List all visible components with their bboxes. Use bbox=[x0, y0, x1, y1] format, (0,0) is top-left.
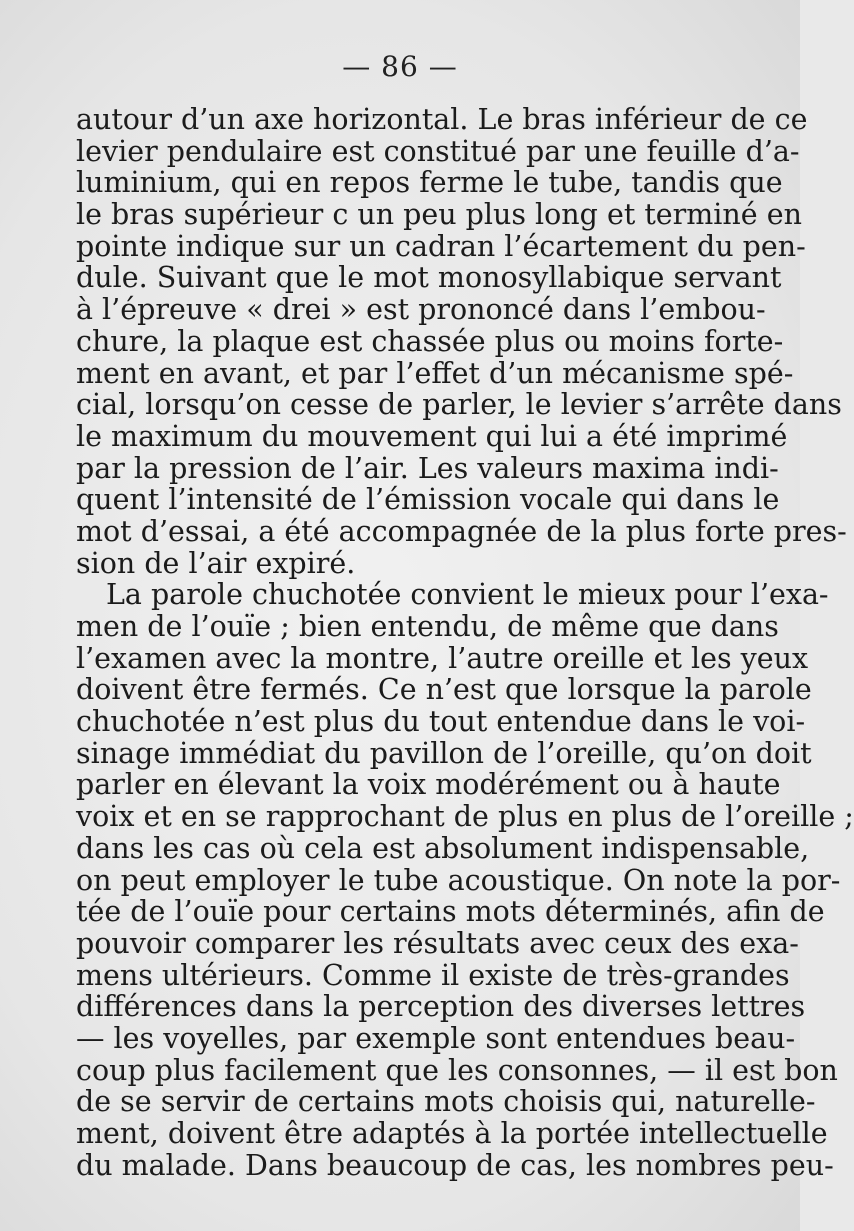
page-number: — 86 — bbox=[342, 50, 458, 83]
text-line: différences dans la perception des diverses lettres bbox=[76, 990, 806, 1024]
text-line: doivent être fermés. Ce n’est que lorsque la parole bbox=[76, 673, 812, 707]
text-line: le bras supérieur c un peu plus long et terminé en bbox=[76, 198, 802, 232]
text-line: on peut employer le tube acoustique. On note la por- bbox=[76, 863, 841, 897]
text-line: parler en élevant la voix modérément ou à haute bbox=[76, 768, 781, 802]
text-line: men de l’ouïe ; bien entendu, de même que dans bbox=[76, 610, 779, 643]
text-line: de se servir de certains mots choisis qui, naturelle- bbox=[76, 1085, 816, 1119]
text-line-paragraph-start: La parole chuchotée convient le mieux pour l’exa- bbox=[106, 578, 829, 612]
text-line: coup plus facilement que les consonnes, — il est bon bbox=[76, 1053, 838, 1087]
text-line: tée de l’ouïe pour certains mots déterminés, afin de bbox=[76, 895, 825, 929]
text-line: à l’épreuve « drei » est prononcé dans l’embou- bbox=[76, 293, 766, 327]
text-line-paragraph-end: sion de l’air expiré. bbox=[76, 546, 356, 580]
text-line: mot d’essai, a été accompagnée de la plus forte pres- bbox=[76, 514, 847, 548]
text-line: ment, doivent être adaptés à la portée intellectuelle bbox=[76, 1117, 828, 1150]
text-line: l’examen avec la montre, l’autre oreille et les yeux bbox=[76, 641, 809, 675]
text-line: pointe indique sur un cadran l’écartement du pen- bbox=[76, 229, 806, 263]
text-line: du malade. Dans beaucoup de cas, les nombres peu- bbox=[76, 1148, 834, 1182]
text-line: sinage immédiat du pavillon de l’oreille, qu’on doit bbox=[76, 736, 812, 770]
text-line: le maximum du mouvement qui lui a été imprimé bbox=[76, 419, 788, 453]
text-line: ment en avant, et par l’effet d’un mécanisme spé- bbox=[76, 356, 794, 390]
text-line: mens ultérieurs. Comme il existe de très-grandes bbox=[76, 958, 790, 992]
text-line: dans les cas où cela est absolument indispensable, bbox=[76, 831, 810, 865]
text-line: dule. Suivant que le mot monosyllabique servant bbox=[76, 261, 782, 295]
text-line: chure, la plaque est chassée plus ou moins forte- bbox=[76, 324, 784, 358]
text-line: pouvoir comparer les résultats avec ceux des exa- bbox=[76, 926, 799, 960]
text-line: voix et en se rapprochant de plus en plus de l’oreille ; bbox=[76, 800, 854, 834]
text-line: quent l’intensité de l’émission vocale qui dans le bbox=[76, 483, 780, 517]
body-text bbox=[76, 103, 854, 1182]
text-line: par la pression de l’air. Les valeurs maxima indi- bbox=[76, 451, 779, 485]
text-line: autour d’un axe horizontal. Le bras inférieur de ce bbox=[76, 103, 808, 136]
text-line: cial, lorsqu’on cesse de parler, le levier s’arrête dans bbox=[76, 388, 842, 422]
text-line: levier pendulaire est constitué par une feuille d’a- bbox=[76, 134, 800, 168]
text-line: chuchotée n’est plus du tout entendue dans le voi- bbox=[76, 705, 806, 739]
text-line: luminium, qui en repos ferme le tube, tandis que bbox=[76, 166, 783, 200]
text-line: — les voyelles, par exemple sont entendues beau- bbox=[76, 1021, 796, 1055]
